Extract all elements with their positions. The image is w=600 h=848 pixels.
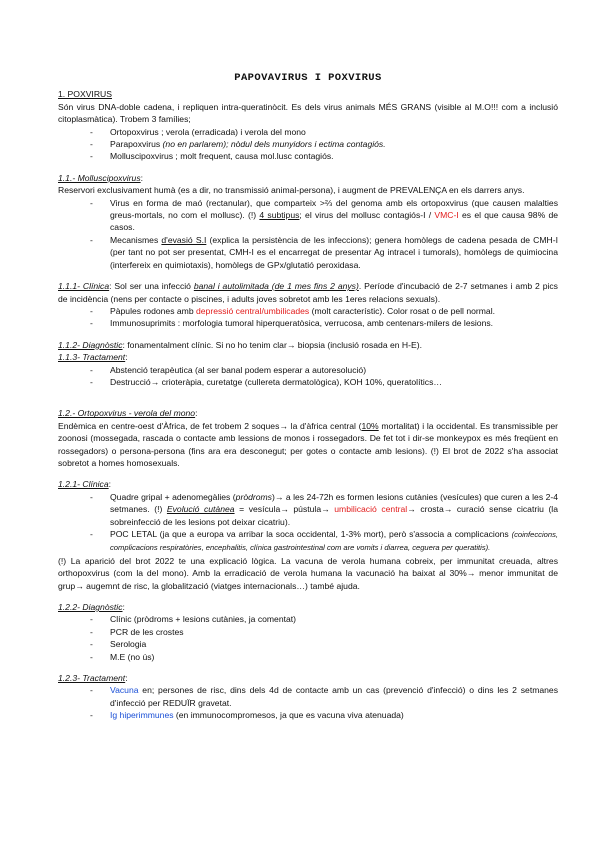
section-heading-molluscipoxvirus: 1.1.- Molluscipoxvirus: — [58, 172, 144, 183]
list-item: - POC LETAL (ja que a europa va arribar la soca occidental, 1-3% mort), però s'associa a complicacions (coinfeccions, complicacions respiratòries, encephalitis, clínica gastrointestinal com are vomits i diarrea, ceguera per queratitis). — [94, 528, 558, 555]
list-item: - Parapoxvirus (no en parlarem); nòdul dels munyidors i ectima contagiós. — [94, 138, 558, 150]
section-heading-tractament: 1.1.3- Tractament: — [58, 352, 128, 363]
list-item: - Virus en forma de maó (rectanular), que comparteix >⅔ del genoma amb els ortopoxvirus (que causen malalties greus-mortals, no com el mollusc). (!) 4 subtipus; el virus del mollusc contagiós-I / VMC-I es el que causa 98% de casos. — [94, 197, 558, 234]
list-item: - M.E (no ús) — [94, 651, 558, 663]
list-item: - Pàpules rodones amb depressió central/umbilicades (molt característic). Color rosat o de pell normal. — [94, 305, 558, 317]
section-heading-clinica-mono: 1.2.1- Clínica: — [58, 479, 112, 490]
ortopoxvirus-paragraph: Endèmica en centre-oest d'Àfrica, de fet trobem 2 soques→ la d'àfrica central (10% mortalitat) i la occidental. Es transmissible per zoonosi (mossegada, rascada o contacte amb lessions de monos i rossegadors. De fet tot i dir-se monkeypox es més freqüent en rossegadors) o persona-persona (fins ara era desconegut; per gotes o contacte amb lesions). (!) El brot de 2022 s'ha associat sobretot a homes homosexuals. — [58, 420, 558, 468]
list-item: - Abstenció terapèutica (al ser banal podem esperar a autoresolució) — [94, 364, 558, 376]
list-item: - Destrucció→ crioteràpia, curetatge (cullereta dermatològica), KOH 10%, queratolítics… — [94, 376, 558, 388]
poxvirus-families-list — [58, 126, 558, 163]
list-item: - Molluscipoxvirus ; molt frequent, causa mol.lusc contagiós. — [94, 150, 558, 162]
diagnostic-mono-list — [58, 613, 558, 663]
section-heading-poxvirus: 1. POXVIRUS — [58, 89, 112, 100]
document-title: PAPOVAVIRUS I POXVIRUS — [234, 72, 382, 84]
section-heading-ortopoxvirus: 1.2.- Ortopoxvirus - verola del mono: — [58, 408, 198, 419]
tractament-mono-list — [58, 684, 558, 721]
list-item: - Clínic (pròdroms + lesions cutànies, ja comentat) — [94, 613, 558, 625]
diagnostic-paragraph: 1.1.2- Diagnòstic: fonamentalment clínic. Si no ho tenim clar→ biopsia (inclusió rosada en H-E). — [58, 339, 422, 350]
list-item: - Vacuna en; persones de risc, dins dels 4d de contacte amb un cas (prevenció d'infecció) o dins les 2 setmanes d'infecció per REDUÏR gravetat. — [94, 684, 558, 709]
list-item: - Mecanismes d'evasió S.I (explica la persistència de les infeccions); genera homòlegs de cadena pesada de CMH-I (per tant no pot ser presentat, CMH-I es el encarregat de presentar Ag intracel i tumorals), homòlegs de quimiocina (interfereix en quimiotaxis), homòlegs de GPx/glutatió peroxidasa. — [94, 234, 558, 271]
section-heading-tractament-mono: 1.2.3- Tractament: — [58, 673, 128, 684]
list-item: - Serologia — [94, 638, 558, 650]
list-item: - Immunosuprimits : morfologia tumoral hiperqueratòsica, verrucosa, amb centenars-milers de lesions. — [94, 317, 558, 329]
brot-2022-note: (!) La aparició del brot 2022 te una explicació lògica. La vacuna de verola humana cobreix, per immunitat creuada, altres orthopoxvirus (com la del mono). Amb la erradicació de verola humana la vacunació ha baixat al 30%→ menor immunitat de grup→ augemnt de risc, la globalització (viatges internacionals…) també ajuda. — [58, 555, 558, 591]
list-item: - Quadre gripal + adenomegàlies (pròdroms)→ a les 24-72h es formen lesions cutànies (vesícules) que curen a les 2-4 setmanes. (!) Evolució cutànea = vesícula→ pústula→ umbilicació central→ crosta→ curació sense cicatriu (la sobreinfecció de les lesions pot deixar cicatriu). — [94, 491, 558, 528]
clinica-mono-list — [58, 491, 558, 555]
molluscipoxvirus-list — [58, 197, 558, 271]
tractament-list — [58, 364, 558, 389]
section-heading-diagnostic-mono: 1.2.2- Diagnòstic: — [58, 602, 125, 613]
poxvirus-intro: Són virus DNA-doble cadena, i repliquen intra-queratinòcit. Es dels virus animals MÉS GRANS (visible al M.O!!! com a inclusió citoplasmàtica). Trobem 3 famílies; — [58, 101, 558, 125]
list-item: - Ig hiperimmunes (en immunocompromesos, ja que es vacuna viva atenuada) — [94, 709, 558, 721]
clinica-paragraph: 1.1.1- Clínica: Sol ser una infecció banal i autolimitada (de 1 mes fins 2 anys). Període d'incubació de 2-7 setmanes i amb 2 pics de incidència (nens per contacte o piscines, i adults joves sobretot amb les 1eres relacions sexuals). — [58, 281, 558, 304]
list-item: - Ortopoxvirus ; verola (erradicada) i verola del mono — [94, 126, 558, 138]
clinica-list — [58, 305, 558, 330]
molluscipoxvirus-intro: Reservori exclusivament humà (es a dir, no transmissió animal-persona), i augment de PREVALENÇA en els darrers anys. — [58, 185, 525, 196]
list-item: - PCR de les crostes — [94, 626, 558, 638]
